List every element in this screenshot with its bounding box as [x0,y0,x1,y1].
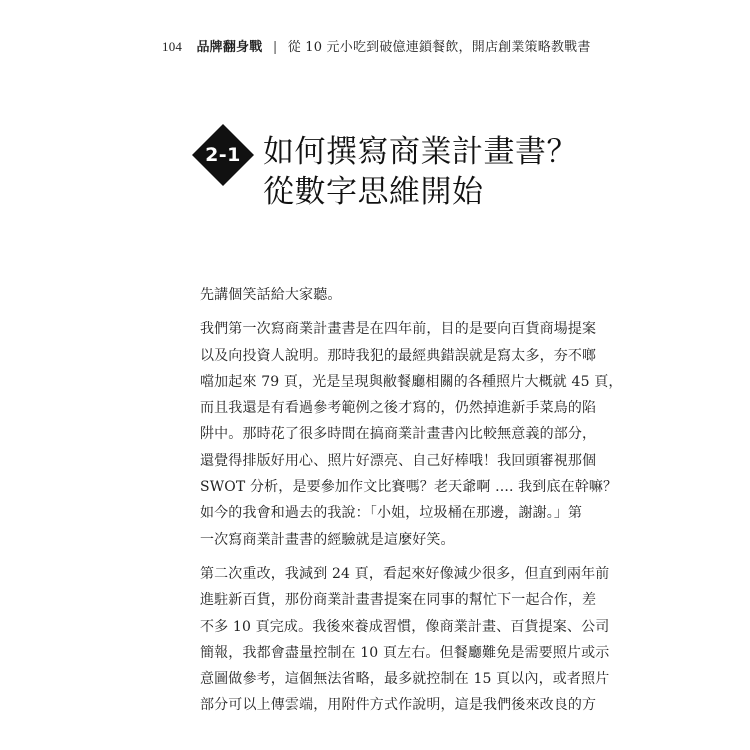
section-title-line: 從數字思維開始 [263,174,484,210]
paragraph [200,316,623,553]
body-text [200,282,623,727]
book-title: 品牌翻身戰 [196,40,263,55]
text-line: 而且我還是有看過參考範例之後才寫的，仍然掉進新手菜鳥的陷 [200,400,597,417]
text-line: 還覺得排版好用心、照片好漂亮、自己好棒哦！我回頭審視那個 [200,452,597,469]
section-title [263,132,603,212]
text-line: 一次寫商業計畫書的經驗就是這麼好笑。 [200,531,455,548]
text-line: 第二次重改，我減到 24 頁，看起來好像減少很多，但直到兩年前 [200,565,610,582]
text-line: 阱中。那時花了很多時間在搞商業計畫書內比較無意義的部分， [200,426,597,443]
text-line: 噹加起來 79 頁，光是呈現與敝餐廳相關的各種照片大概就 45 頁， [200,373,623,390]
section-number-badge [191,123,255,187]
paragraph [200,561,610,719]
paragraph [200,282,570,308]
section-number: 2-1 [205,144,241,166]
text-line: 部分可以上傳雲端，用附件方式作說明，這是我們後來改良的方 [200,697,597,714]
text-line: 我們第一次寫商業計畫書是在四年前，目的是要向百貨商場提案 [200,321,597,338]
header-separator: | [272,40,278,55]
text-line: 意圖做參考，這個無法省略，最多就控制在 15 頁以內，或者照片 [200,671,610,688]
book-subtitle: 從 10 元小吃到破億連鎖餐飲，開店創業策略教戰書 [287,40,591,55]
text-line: 以及向投資人說明。那時我犯的最經典錯誤就是寫太多，夯不啷 [200,347,597,364]
running-header [162,36,591,55]
text-line: 不多 10 頁完成。我後來養成習慣，像商業計畫、百貨提案、公司 [200,618,610,635]
text-line: 先講個笑話給大家聽。 [200,287,342,303]
section-title-line: 如何撰寫商業計畫書？ [263,134,578,170]
text-line: 進駐新百貨，那份商業計畫書提案在同事的幫忙下一起合作，差 [200,592,597,609]
text-line: SWOT 分析，是要參加作文比賽嗎？老天爺啊 .... 我到底在幹嘛？ [200,479,618,496]
text-line: 簡報，我都會盡量控制在 10 頁左右。但餐廳難免是需要照片或示 [200,644,610,661]
page-number: 104 [162,39,183,54]
text-line: 如今的我會和過去的我說：「小姐，垃圾桶在那邊，謝謝。」第 [200,505,583,522]
